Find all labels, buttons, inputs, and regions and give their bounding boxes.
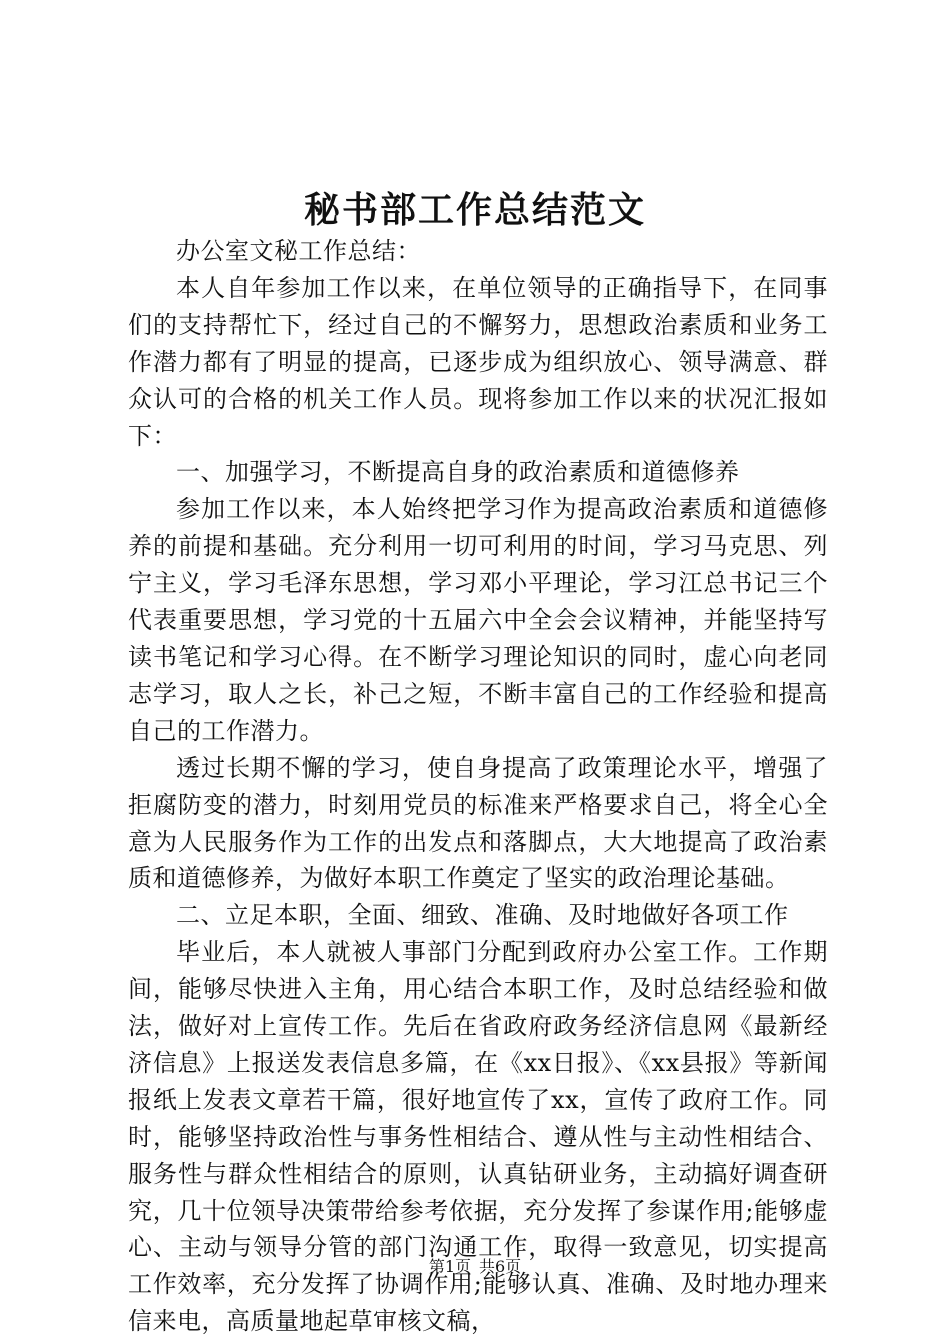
- document-body: [128, 233, 828, 1340]
- paragraph-salutation: 办公室文秘工作总结：: [176, 237, 421, 265]
- page-total: 共6页: [479, 1257, 522, 1276]
- paragraph-study: 参加工作以来，本人始终把学习作为提高政治素质和道德修养的前提和基础。充分利用一切可利用的时间，学习马克思、列宁主义，学习毛泽东思想，学习邓小平理论，学习江总书记三个代表重要思想，学习党的十五届六中全会会议精神，并能坚持写读书笔记和学习心得。在不断学习理论知识的同时，虚心向老同志学习，取人之长，补己之短，不断丰富自己的工作经验和提高自己的工作潜力。: [128, 495, 828, 745]
- paragraph-work: 毕业后，本人就被人事部门分配到政府办公室工作。工作期间，能够尽快进入主角，用心结合本职工作，及时总结经验和做法，做好对上宣传工作。先后在省政府政务经济信息网《最新经济信息》上报送发表信息多篇，在《xx日报》、《xx县报》等新闻报纸上发表文章若干篇，很好地宣传了xx，宣传了政府工作。同时，能够坚持政治性与事务性相结合、遵从性与主动性相结合、服务性与群众性相结合的原则，认真钻研业务，主动搞好调查研究，几十位领导决策带给参考依据，充分发挥了参谋作用;能够虚心、主动与领导分管的部门沟通工作，取得一致意见，切实提高工作效率，充分发挥了协调作用;能够认真、准确、及时地办理来信来电，高质量地起草审核文稿，: [128, 938, 828, 1336]
- paragraph-intro: 本人自年参加工作以来，在单位领导的正确指导下，在同事们的支持帮忙下，经过自己的不懈努力，思想政治素质和业务工作潜力都有了明显的提高，已逐步成为组织放心、领导满意、群众认可的合格的机关工作人员。现将参加工作以来的状况汇报如下：: [128, 273, 828, 450]
- section-heading-2: 二、立足本职，全面、细致、准确、及时地做好各项工作: [176, 901, 789, 930]
- page-number: 第1页: [428, 1257, 471, 1276]
- page-footer: [0, 1255, 950, 1279]
- paragraph-study-result: 透过长期不懈的学习，使自身提高了政策理论水平，增强了拒腐防变的潜力，时刻用党员的标准来严格要求自己，将全心全意为人民服务作为工作的出发点和落脚点，大大地提高了政治素质和道德修养，为做好本职工作奠定了坚实的政治理论基础。: [128, 753, 828, 893]
- document-title: 秘书部工作总结范文: [303, 189, 646, 231]
- section-heading-1: 一、加强学习，不断提高自身的政治素质和道德修养: [176, 458, 740, 487]
